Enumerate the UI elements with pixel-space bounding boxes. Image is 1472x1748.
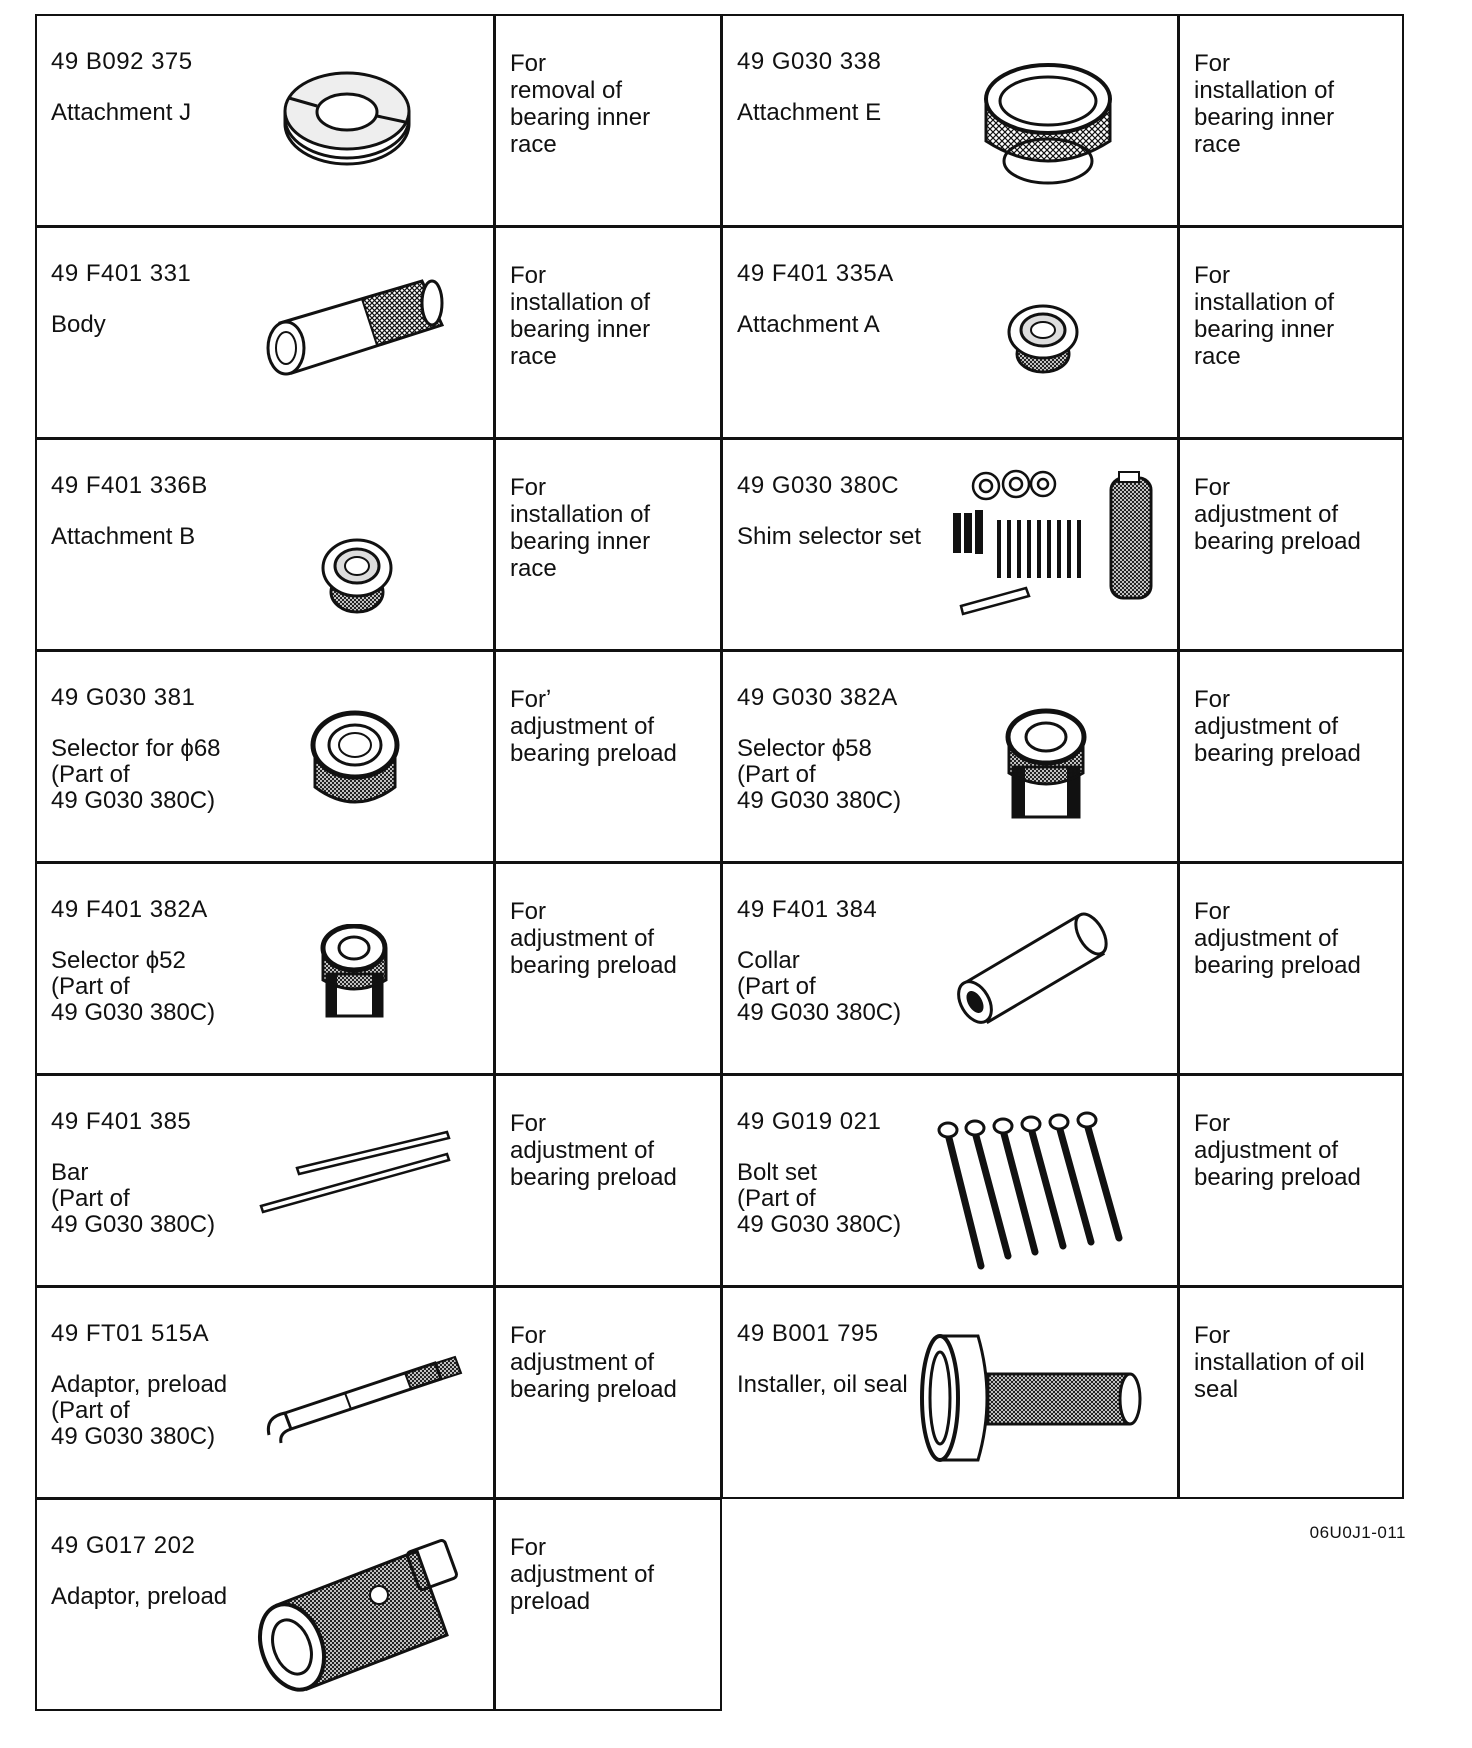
purpose-cell xyxy=(494,1074,722,1287)
special-tools-table xyxy=(36,15,1406,1711)
hex-selector-icon xyxy=(317,924,392,1024)
table-row xyxy=(36,863,1406,1075)
tool-cell xyxy=(721,1286,1179,1499)
purpose-cell xyxy=(1178,226,1404,439)
tool-purpose: For adjustment of bearing preload xyxy=(1194,1110,1361,1191)
part-number: 49 G030 381 xyxy=(51,684,196,711)
tool-purpose: For adjustment of bearing preload xyxy=(510,898,677,979)
small-attachment-icon xyxy=(317,530,397,620)
purpose-cell xyxy=(1178,1286,1404,1499)
tool-name: Body xyxy=(51,311,106,338)
tool-name: Adaptor, preload xyxy=(51,1583,228,1610)
part-number: 49 F401 335A xyxy=(737,260,894,287)
tool-purpose: For installation of oil seal xyxy=(1194,1322,1365,1403)
tool-purpose: For installation of bearing inner race xyxy=(1194,50,1335,158)
tool-name: Bolt set (Part of 49 G030 380C) xyxy=(737,1159,902,1238)
purpose-cell xyxy=(494,1498,722,1711)
part-number: 49 F401 336B xyxy=(51,472,208,499)
split-ring-attachment-icon xyxy=(277,56,417,166)
part-number: 49 G019 021 xyxy=(737,1108,882,1135)
table-row xyxy=(36,15,1406,227)
table-row xyxy=(36,439,1406,651)
tool-cell xyxy=(35,1498,495,1711)
shim-selector-set-icon xyxy=(951,468,1171,628)
tool-name: Selector for ϕ68 (Part of 49 G030 380C) xyxy=(51,735,221,814)
tool-cell xyxy=(721,862,1179,1075)
hex-selector-icon xyxy=(1001,707,1091,827)
table-row xyxy=(36,1499,1406,1711)
purpose-cell xyxy=(494,650,722,863)
part-number: 49 B001 795 xyxy=(737,1320,879,1347)
collar-tube-icon xyxy=(943,904,1113,1034)
tool-purpose: For adjustment of bearing preload xyxy=(1194,474,1361,555)
purpose-cell xyxy=(494,438,722,651)
tool-purpose: For adjustment of bearing preload xyxy=(510,1110,677,1191)
tool-cell xyxy=(35,438,495,651)
tool-purpose: For installation of bearing inner race xyxy=(510,262,651,370)
table-row xyxy=(36,1287,1406,1499)
knurled-ring-attachment-icon xyxy=(978,51,1118,201)
purpose-cell xyxy=(1178,14,1404,227)
tool-cell xyxy=(721,438,1179,651)
bolt-set-icon xyxy=(923,1106,1153,1276)
tool-cell xyxy=(721,226,1179,439)
part-number: 49 F401 385 xyxy=(51,1108,192,1135)
purpose-cell xyxy=(1178,650,1404,863)
part-number: 49 F401 384 xyxy=(737,896,878,923)
part-number: 49 G030 380C xyxy=(737,472,900,499)
tool-purpose: For adjustment of bearing preload xyxy=(1194,898,1361,979)
tool-purpose: For removal of bearing inner race xyxy=(510,50,651,158)
small-attachment-icon xyxy=(1003,298,1083,378)
tool-purpose: For adjustment of bearing preload xyxy=(1194,686,1361,767)
tool-name: Selector ϕ58 (Part of 49 G030 380C) xyxy=(737,735,902,814)
tool-name: Attachment E xyxy=(737,99,882,126)
table-row xyxy=(36,651,1406,863)
tool-cell xyxy=(721,14,1179,227)
tool-purpose: Forʼ adjustment of bearing preload xyxy=(510,686,677,767)
part-number: 49 G030 338 xyxy=(737,48,882,75)
part-number: 49 FT01 515A xyxy=(51,1320,210,1347)
tool-cell xyxy=(35,862,495,1075)
tool-purpose: For adjustment of preload xyxy=(510,1534,655,1615)
purpose-cell xyxy=(494,1286,722,1499)
tool-purpose: For installation of bearing inner race xyxy=(510,474,651,582)
table-row xyxy=(36,1075,1406,1287)
tool-name: Collar (Part of 49 G030 380C) xyxy=(737,947,902,1026)
part-number: 49 F401 331 xyxy=(51,260,192,287)
purpose-cell xyxy=(1178,862,1404,1075)
tool-name: Installer, oil seal xyxy=(737,1371,908,1398)
part-number: 49 G030 382A xyxy=(737,684,898,711)
part-number: 49 G017 202 xyxy=(51,1532,196,1559)
purpose-cell xyxy=(494,862,722,1075)
purpose-cell xyxy=(1178,438,1404,651)
tool-cell xyxy=(35,1286,495,1499)
preload-adaptor-shaft-icon xyxy=(255,1343,475,1453)
oil-seal-installer-icon xyxy=(918,1328,1148,1468)
tool-name: Attachment A xyxy=(737,311,880,338)
tool-name: Selector ϕ52 (Part of 49 G030 380C) xyxy=(51,947,216,1026)
purpose-cell xyxy=(1178,1074,1404,1287)
tool-name: Attachment B xyxy=(51,523,196,550)
tool-cell xyxy=(35,14,495,227)
cylindrical-body-icon xyxy=(252,273,452,383)
tool-cell xyxy=(721,650,1179,863)
preload-adaptor-icon xyxy=(247,1525,477,1705)
tool-cell xyxy=(35,1074,495,1287)
part-number: 49 B092 375 xyxy=(51,48,193,75)
part-number: 49 F401 382A xyxy=(51,896,208,923)
tool-name: Adaptor, preload (Part of 49 G030 380C) xyxy=(51,1371,228,1450)
purpose-cell xyxy=(494,226,722,439)
tool-name: Shim selector set xyxy=(737,523,922,550)
figure-code: 06U0J1-011 xyxy=(1309,1523,1406,1542)
selector-icon xyxy=(305,707,405,817)
tool-name: Attachment J xyxy=(51,99,192,126)
tool-cell xyxy=(721,1074,1179,1287)
tool-cell xyxy=(35,650,495,863)
tool-name: Bar (Part of 49 G030 380C) xyxy=(51,1159,216,1238)
purpose-cell xyxy=(494,14,722,227)
table-row xyxy=(36,227,1406,439)
tool-purpose: For adjustment of bearing preload xyxy=(510,1322,677,1403)
tool-cell xyxy=(35,226,495,439)
bar-icon xyxy=(257,1126,457,1226)
tool-purpose: For installation of bearing inner race xyxy=(1194,262,1335,370)
